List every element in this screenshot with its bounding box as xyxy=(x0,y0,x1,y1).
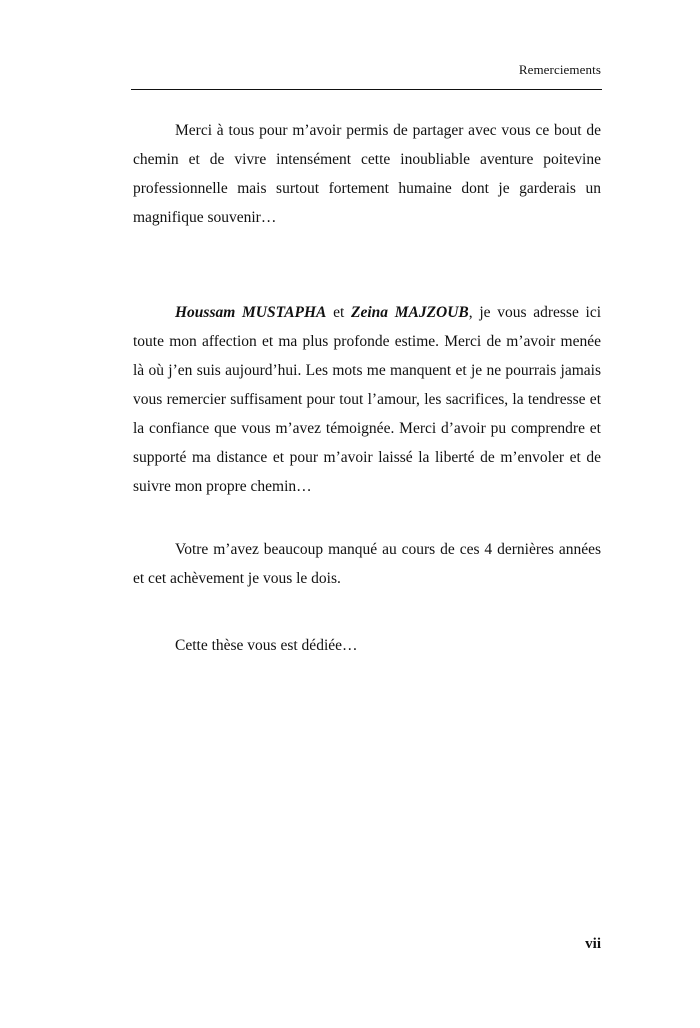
name-mother: Zeina MAJZOUB xyxy=(350,304,469,321)
paragraph-thanks-all: Merci à tous pour m’avoir permis de partager avec vous ce bout de chemin et de vivre intensément cette inoubliable aventure poitevine professionnelle mais surtout fortement humaine dont je garderais un magnifique souvenir… xyxy=(133,122,601,226)
paragraph-parents xyxy=(133,298,601,501)
running-header: Remerciements xyxy=(518,62,601,77)
paragraph-dedication: Cette thèse vous est dédiée… xyxy=(175,637,358,654)
paragraph-parents-text: , je vous adresse ici toute mon affection et ma plus profonde estime. Merci de m’avoir menée là où j’en suis aujourd’hui. Les mots me manquent et je ne pourrais jamais vous remercier suffisament pour tout l’amour, les sacrifices, la tendresse et la confiance que vous m’avez témoignée. Merci d’avoir pu comprendre et supporté ma distance et pour m’avoir laissé la liberté de m’envoler et de suivre mon propre chemin… xyxy=(133,304,602,495)
page-number: vii xyxy=(585,936,601,952)
name-father: Houssam MUSTAPHA xyxy=(175,304,327,321)
paragraph-missed: Votre m’avez beaucoup manqué au cours de ces 4 dernières années et cet achèvement je vous le dois. xyxy=(133,541,601,587)
header-rule xyxy=(131,89,602,90)
connector-text: et xyxy=(326,304,351,321)
